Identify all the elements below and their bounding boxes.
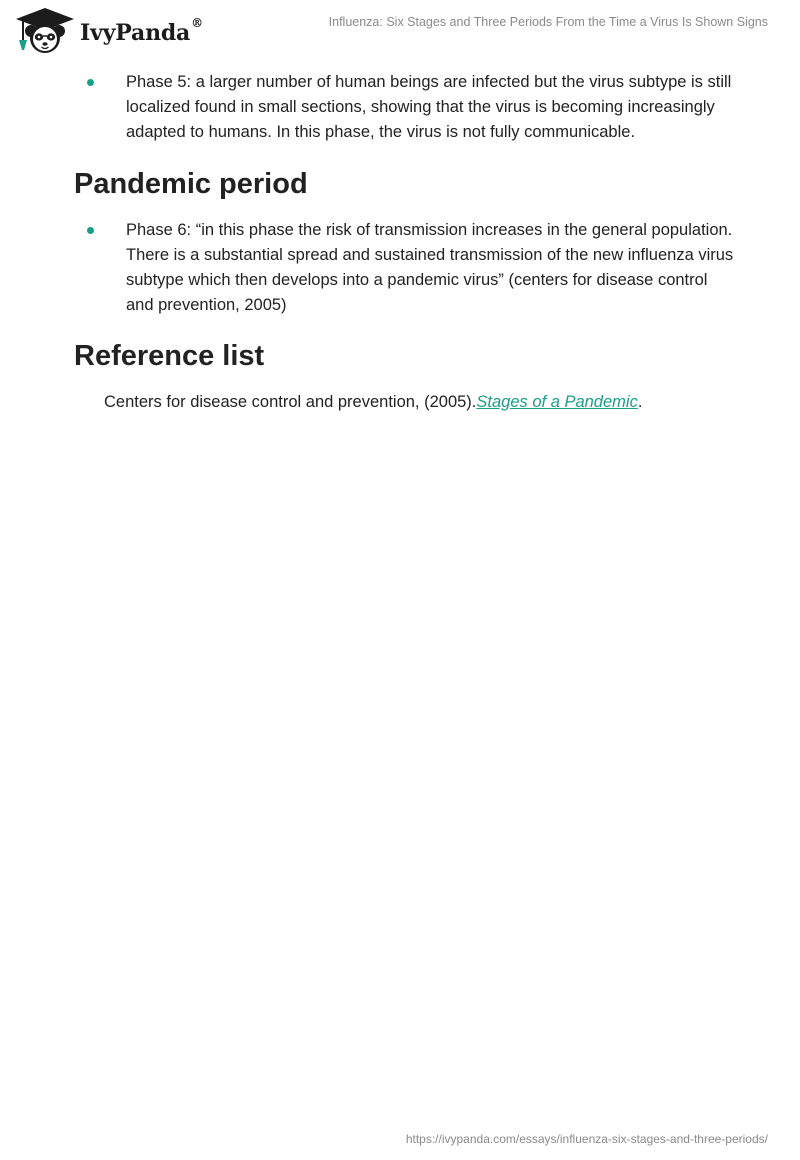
phase-6-list xyxy=(74,218,734,318)
reference-entry xyxy=(74,390,734,415)
document-title: Influenza: Six Stages and Three Periods From the Time a Virus Is Shown Signs xyxy=(328,15,768,29)
phase-5-text: Phase 5: a larger number of human beings are infected but the virus subtype is still localized found in small sections, showing that the virus is becoming increasingly adapted to humans. In this phase, the virus is not fully communicable. xyxy=(126,73,732,141)
ivypanda-logo[interactable] xyxy=(14,6,203,56)
page-header xyxy=(0,0,800,64)
list-item-phase-6 xyxy=(74,218,734,318)
footer-url[interactable]: https://ivypanda.com/essays/influenza-six-stages-and-three-periods/ xyxy=(405,1132,768,1146)
reference-list-heading: Reference list xyxy=(74,340,265,372)
reference-link[interactable]: Stages of a Pandemic xyxy=(476,393,638,411)
reference-text: Centers for disease control and prevention, (2005). xyxy=(104,393,477,411)
pandemic-period-heading: Pandemic period xyxy=(74,168,308,200)
essay-content xyxy=(74,70,734,415)
reference-trailing: . xyxy=(637,393,643,411)
bullet-dot-icon xyxy=(87,79,94,86)
registered-mark: ® xyxy=(191,16,203,30)
brand-name: IvyPanda® xyxy=(80,16,203,46)
list-item-phase-5 xyxy=(74,70,734,145)
phase-5-list xyxy=(74,70,734,145)
bullet-dot-icon xyxy=(87,227,94,234)
panda-graduate-icon xyxy=(14,6,76,56)
phase-6-text: Phase 6: “in this phase the risk of transmission increases in the general population. There is a substantial spread and sustained transmission of the new influenza virus subtype which then develops into a pandemic virus” (centers for disease control and prevention, 2005) xyxy=(126,221,734,314)
